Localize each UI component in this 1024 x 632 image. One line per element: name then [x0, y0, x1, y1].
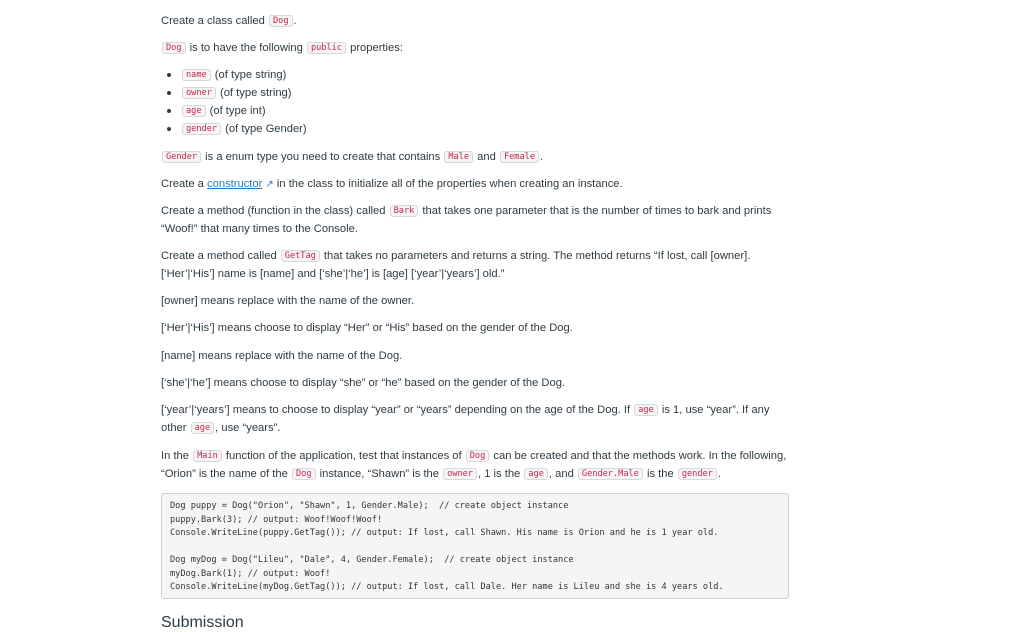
inline-code: Dog	[269, 15, 293, 27]
inline-code: Dog	[466, 450, 490, 462]
gettag-paragraph: Create a method called GetTag that takes no parameters and returns a string. The method returns “If lost, call [owner]. [‘Her’|‘His’] name is [name] and [‘she’|‘he’] is [age] [‘year’|‘years’] old.”	[161, 250, 751, 280]
year-paragraph: [‘year’|‘years’] means to choose to display “year” or “years” depending on the age of the Dog. If age is 1, use “year”. If any other age , use “years”.	[161, 404, 770, 434]
code-line: Console.WriteLine(myDog.GetTag()); // output: If lost, call Dale. Her name is Lileu and she is 4 years old.	[170, 582, 724, 592]
code-line: myDog.Bark(1); // output: Woof!	[170, 568, 331, 579]
inline-code: Bark	[390, 205, 419, 217]
inline-code: owner	[182, 87, 216, 99]
inline-code: age	[182, 105, 206, 117]
inline-code: Dog	[162, 42, 186, 54]
list-item: name (of type string)	[161, 66, 791, 84]
external-link-icon[interactable]: ↗	[265, 179, 274, 190]
bullet-icon	[167, 109, 171, 113]
bark-paragraph: Create a method (function in the class) called Bark that takes one parameter that is the number of times to bark and prints “Woof!” that many times to the Console.	[161, 205, 772, 235]
name-paragraph: [name] means replace with the name of the Dog.	[161, 350, 403, 362]
code-line: Dog puppy = Dog("Orion", "Shawn", 1, Gender.Male); // create object instance	[170, 501, 569, 511]
list-item: owner (of type string)	[161, 84, 791, 102]
list-item: gender (of type Gender)	[161, 120, 791, 138]
inline-code: public	[307, 42, 346, 54]
code-example-block	[161, 493, 789, 599]
inline-code: gender	[678, 468, 717, 480]
properties-list	[161, 66, 791, 138]
bullet-icon	[167, 127, 171, 131]
inline-code: age	[634, 404, 658, 416]
gender-paragraph: Gender is a enum type you need to create that contains Male and Female .	[161, 148, 791, 166]
inline-code: owner	[443, 468, 477, 480]
intro-paragraph: Create a class called Dog .	[161, 15, 297, 27]
inline-code: GetTag	[281, 250, 320, 262]
properties-intro-paragraph: Dog is to have the following public properties:	[161, 39, 791, 57]
submission-heading: Submission	[161, 614, 244, 631]
code-line: Dog myDog = Dog("Lileu", "Dale", 4, Gender.Female); // create object instance	[170, 555, 574, 565]
inline-code: Gender	[162, 151, 201, 163]
inline-code: age	[524, 468, 548, 480]
bullet-icon	[167, 73, 171, 77]
inline-code: Main	[193, 450, 222, 462]
bullet-icon	[167, 91, 171, 95]
inline-code: age	[191, 422, 215, 434]
inline-code: Male	[444, 151, 473, 163]
inline-code: Gender.Male	[578, 468, 643, 480]
shehe-paragraph: [‘she’|‘he’] means choose to display “she” or “he” based on the gender of the Dog.	[161, 377, 566, 389]
inline-code: Dog	[292, 468, 316, 480]
inline-code: Female	[500, 151, 539, 163]
code-line	[170, 541, 780, 555]
owner-paragraph: [owner] means replace with the name of the owner.	[161, 295, 415, 307]
code-line: puppy.Bark(3); // output: Woof!Woof!Woof!	[170, 514, 383, 525]
list-item: age (of type int)	[161, 102, 791, 120]
inline-code: name	[182, 69, 211, 81]
constructor-paragraph: Create a constructor ↗ in the class to initialize all of the properties when creating an instance.	[161, 175, 791, 194]
herhis-paragraph: [‘Her’|‘His’] means choose to display “Her” or “His” based on the gender of the Dog.	[161, 322, 573, 334]
code-line: Console.WriteLine(puppy.GetTag()); // output: If lost, call Shawn. His name is Orion and he is 1 year old.	[170, 528, 719, 538]
constructor-link[interactable]: constructor	[207, 178, 263, 190]
main-paragraph: In the Main function of the application, test that instances of Dog can be created and that the methods work. In the following, “Orion” is the name of the Dog instance, “Shawn” is the owner , 1 is the age , and Gender.Male is the gender .	[161, 450, 787, 480]
inline-code: gender	[182, 123, 221, 135]
